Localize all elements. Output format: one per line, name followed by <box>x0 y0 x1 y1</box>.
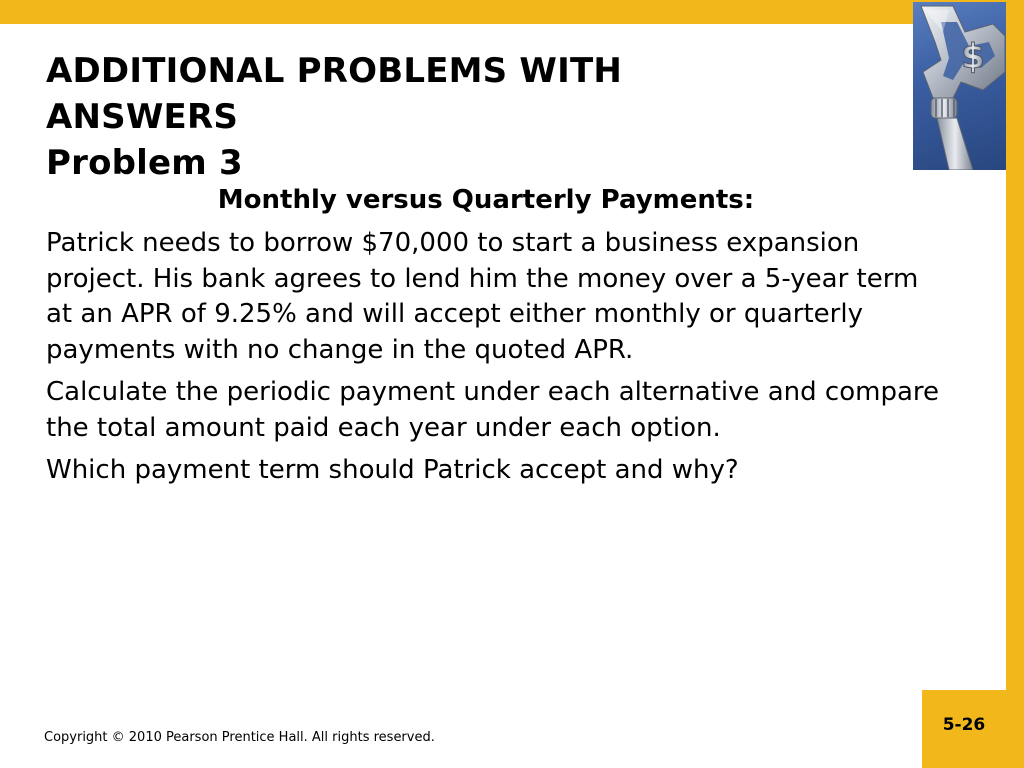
right-accent-bar <box>1006 0 1024 768</box>
title-line-1: ADDITIONAL PROBLEMS WITH <box>46 51 622 91</box>
slide-subtitle: Monthly versus Quarterly Payments: <box>217 185 755 215</box>
svg-text:$: $ <box>961 37 985 77</box>
title-line-3: Problem 3 <box>46 143 243 183</box>
title-line-2: ANSWERS <box>46 97 239 137</box>
problem-text <box>46 226 946 496</box>
top-accent-bar <box>0 0 1024 24</box>
slide-title <box>46 48 906 186</box>
wrench-dollar-icon <box>913 2 1006 170</box>
problem-paragraph-1: Patrick needs to borrow $70,000 to start a business expansion project. His bank agrees to lend him the money over a 5-year term at an APR of 9.25% and will accept either monthly or quarterly payments with no change in the quoted APR. <box>46 228 919 365</box>
problem-paragraph-2: Calculate the periodic payment under each alternative and compare the total amount paid each year under each option. <box>46 377 940 443</box>
copyright-notice: Copyright © 2010 Pearson Prentice Hall. All rights reserved. <box>44 730 435 745</box>
page-number: 5-26 <box>942 715 986 735</box>
problem-paragraph-3: Which payment term should Patrick accept and why? <box>46 455 739 485</box>
